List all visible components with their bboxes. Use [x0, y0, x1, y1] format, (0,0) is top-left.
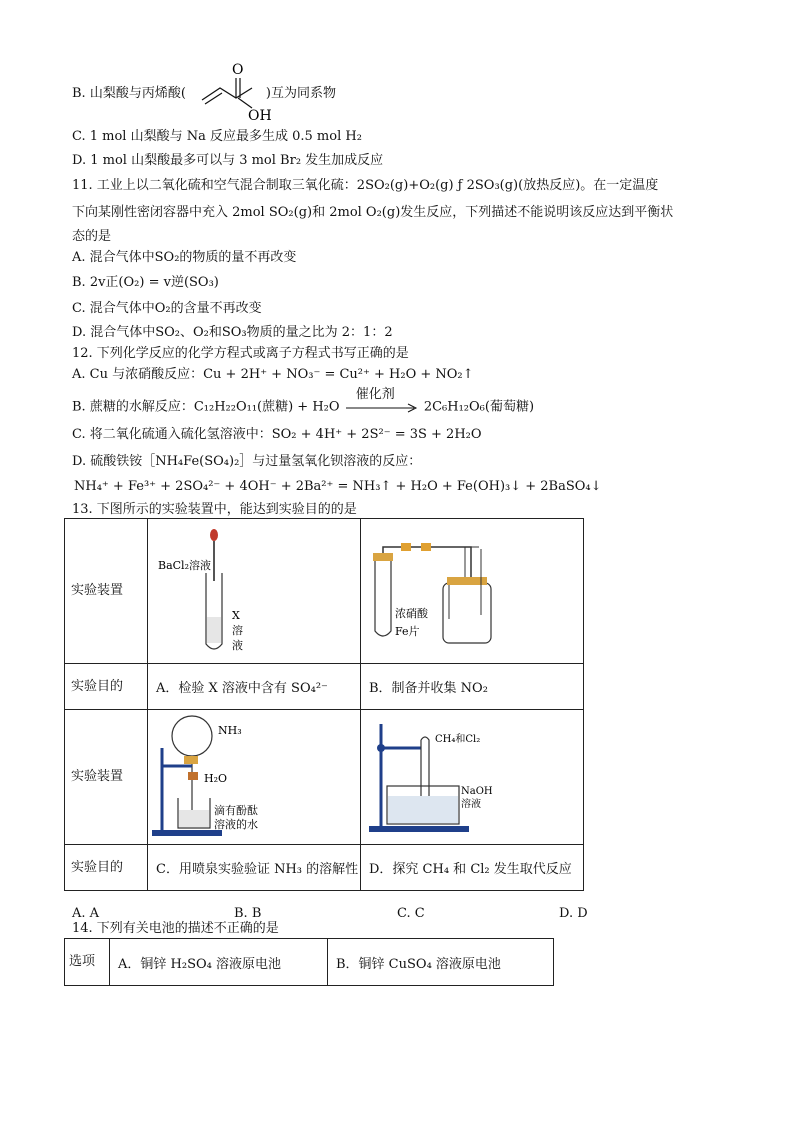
- q11-stem-line1: 11. 工业上以二氧化硫和空气混合制取三氧化硫：2SO₂(g)+O₂(g) ƒ 2SO₃(g)(放热反应)。在一定温度: [72, 178, 659, 193]
- catalyst-label: 催化剂: [355, 387, 395, 402]
- dropper-bulb-icon: [210, 529, 218, 541]
- q13-answer-a[interactable]: A. A: [72, 906, 100, 921]
- q13-stem: 13. 下图所示的实验装置中，能达到实验目的的是: [72, 502, 357, 517]
- apparatus-d: [361, 710, 584, 845]
- q10-option-b-pre: B. 山梨酸与丙烯酸(: [72, 86, 186, 101]
- water-label-1: 滴有酚酞: [214, 804, 258, 817]
- battery-option-a: A．铜锌 H₂SO₄ 溶液原电池: [110, 939, 328, 986]
- struct-oh-label: OH: [248, 108, 272, 124]
- q12-option-d: D. 硫酸铁铵［NH₄Fe(SO₄)₂］与过量氢氧化钡溶液的反应：: [72, 454, 422, 469]
- q10-option-b-post: )互为同系物: [265, 86, 336, 101]
- reaction-tube-icon: [375, 559, 391, 636]
- battery-table: [64, 938, 554, 986]
- q10-option-d: D. 1 mol 山梨酸最多可以与 3 mol Br₂ 发生加成反应: [72, 153, 384, 168]
- q11-stem-line2: 下向某刚性密闭容器中充入 2mol SO₂(g)和 2mol O₂(g)发生反应，下列描述不能说明该反应达到平衡状: [72, 205, 674, 220]
- q12-option-c: C. 将二氧化硫通入硫化氢溶液中：SO₂ + 4H⁺ + 2S²⁻ = 3S + 2H₂O: [72, 427, 482, 442]
- q12-option-b: [72, 387, 535, 417]
- apparatus-a: [148, 519, 361, 664]
- q11-stem-line3: 态的是: [72, 229, 112, 244]
- apparatus-b: [361, 519, 584, 664]
- row-label-setup-1: 实验装置: [65, 519, 148, 664]
- q11-option-d: D. 混合气体中SO₂、O₂和SO₃物质的量之比为 2：1：2: [72, 325, 393, 340]
- methane-chlorination-diagram: [361, 710, 583, 840]
- solution-label-2: 液: [232, 639, 243, 652]
- gas-bottle-icon: [443, 583, 491, 643]
- stand-base-icon: [152, 830, 222, 836]
- water-label-2: 溶液的水: [214, 818, 258, 831]
- naoh-label: NaOH: [461, 786, 493, 797]
- conc-nitric-acid-label: 浓硝酸: [395, 607, 428, 620]
- row-label-purpose-1: 实验目的: [65, 664, 148, 710]
- q11-option-a: A. 混合气体中SO₂的物质的量不再改变: [72, 250, 297, 265]
- row-label-purpose-2: 实验目的: [65, 845, 148, 891]
- test-tube-dropper-diagram: [148, 519, 360, 659]
- q12-option-a: A. Cu 与浓硝酸反应：Cu + 2H⁺ + NO₃⁻ = Cu²⁺ + H₂O + NO₂↑: [72, 367, 474, 382]
- row-label-setup-2: 实验装置: [65, 710, 148, 845]
- q12-option-b-post: 2C₆H₁₂O₆(葡萄糖): [423, 399, 535, 415]
- bacl2-label: BaCl₂溶液: [158, 559, 211, 572]
- x-label: X: [232, 609, 240, 622]
- battery-option-header: 选项: [65, 939, 110, 986]
- q12-option-d-equation: NH₄⁺ + Fe³⁺ + 2SO₄²⁻ + 4OH⁻ + 2Ba²⁺ = NH₃↑ + H₂O + Fe(OH)₃↓ + 2BaSO₄↓: [74, 479, 602, 494]
- q11-option-c: C. 混合气体中O₂的含量不再改变: [72, 301, 262, 316]
- apparatus-c: [148, 710, 361, 845]
- ch4-cl2-label: CH₄和Cl₂: [435, 734, 481, 745]
- acrylic-acid-structure: [196, 60, 286, 124]
- nh3-label: NH₃: [218, 724, 242, 737]
- purpose-b: B．制备并收集 NO₂: [361, 664, 584, 710]
- q12-option-b-pre: B. 蔗糖的水解反应：C₁₂H₂₂O₁₁(蔗糖) + H₂O: [72, 399, 340, 415]
- q11-option-b: B. 2v正(O₂) = v逆(SO₃): [72, 275, 219, 290]
- q12-stem: 12. 下列化学反应的化学方程式或离子方程式书写正确的是: [72, 346, 409, 361]
- q14-stem: 14. 下列有关电池的描述不正确的是: [72, 921, 279, 936]
- catalyst-arrow: [344, 387, 420, 416]
- solution-label-1: 溶: [232, 624, 243, 637]
- q13-answer-c[interactable]: C. C: [397, 906, 425, 921]
- fe-plate-label: Fe片: [395, 625, 420, 638]
- battery-option-b: B．铜锌 CuSO₄ 溶液原电池: [328, 939, 554, 986]
- purpose-a: A．检验 X 溶液中含有 SO₄²⁻: [148, 664, 361, 710]
- fountain-experiment-diagram: [148, 710, 360, 840]
- experiment-table: [64, 518, 584, 891]
- no2-generation-diagram: [361, 519, 583, 659]
- iron-stand-base-icon: [369, 826, 469, 832]
- purpose-c: C．用喷泉实验验证 NH₃ 的溶解性: [148, 845, 361, 891]
- struct-o-label: O: [232, 62, 244, 78]
- q10-option-c: C. 1 mol 山梨酸与 Na 反应最多生成 0.5 mol H₂: [72, 129, 362, 144]
- naoh-solution-label: 溶液: [461, 799, 481, 810]
- q13-answer-b[interactable]: B. B: [234, 906, 262, 921]
- round-flask-icon: [172, 716, 212, 756]
- q13-answer-d[interactable]: D. D: [559, 906, 588, 921]
- h2o-label: H₂O: [204, 772, 228, 785]
- purpose-d: D．探究 CH₄ 和 Cl₂ 发生取代反应: [361, 845, 584, 891]
